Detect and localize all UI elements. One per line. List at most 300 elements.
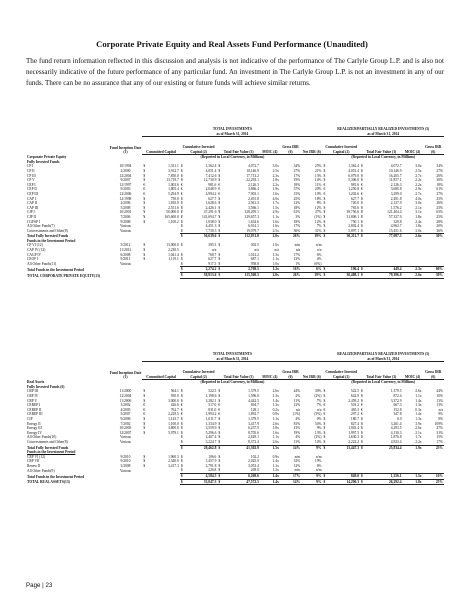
table-cell: n/a xyxy=(317,407,322,412)
subsection-investment-period: Funds in the Investment Period xyxy=(27,238,76,243)
table-cell: 6% xyxy=(316,463,322,468)
column-header: Fund Inception Date (1) xyxy=(109,145,142,155)
table-cell: 11/2000 xyxy=(119,389,132,394)
table-cell: € xyxy=(218,187,221,192)
table-cell: 8,705.6 xyxy=(248,430,259,435)
table-cell: 17,713.2 xyxy=(246,173,259,178)
table-cell: 4,051.4 xyxy=(348,168,360,173)
table-cell: 3.0x xyxy=(415,228,422,233)
table-cell: $ xyxy=(218,164,221,169)
table-cell: 1.1x xyxy=(272,416,279,421)
fund-name: CEREP III xyxy=(27,412,43,417)
table-cell: 14% xyxy=(314,178,322,183)
table-cell: ¥ xyxy=(143,214,146,219)
table-cell: 2.0x xyxy=(260,273,280,279)
table-cell: $ xyxy=(218,389,221,394)
table-cell: 3.0x xyxy=(272,164,279,169)
table-cell: 15,451.6 xyxy=(388,228,402,233)
table-cell: $ xyxy=(180,389,183,394)
table-cell: 7/2006 xyxy=(120,214,131,219)
table-cell: 6,237.9 xyxy=(248,426,259,431)
table-cell: 4/2005 xyxy=(120,407,131,412)
table-cell: 849.0 xyxy=(333,474,361,480)
table-cell: $ xyxy=(218,224,221,229)
table-cell: $ xyxy=(361,416,363,421)
table-cell: $ xyxy=(180,463,183,468)
table-cell: 13% xyxy=(293,439,301,444)
table-cell: 1.4x xyxy=(272,459,279,464)
table-cell: 2.6x xyxy=(403,234,423,239)
table-cell: 1.8x xyxy=(272,426,279,431)
table-cell: n/m xyxy=(294,468,301,473)
fund-name: Coinvestments and Other(8) xyxy=(27,440,68,445)
table-cell: $ xyxy=(218,178,221,183)
table-cell xyxy=(152,479,180,485)
table-cell: 2,222.2 xyxy=(348,439,360,444)
table-cell: $ xyxy=(323,178,326,183)
table-cell: 6,079.0 xyxy=(348,173,360,178)
table-cell: 13% xyxy=(293,426,301,431)
table-cell: 17% xyxy=(280,474,301,480)
table-cell: 27% xyxy=(436,191,443,196)
table-cell: $ xyxy=(180,243,183,248)
table-cell: 7,412.6 xyxy=(205,173,217,178)
table-cell: 1.4x xyxy=(260,474,280,480)
fund-name: Total Funds in the Investment Period xyxy=(27,267,85,272)
table-cell: (1%) xyxy=(314,214,322,219)
table-cell: 3,224.7 xyxy=(205,439,217,444)
table-cell: Various xyxy=(119,435,131,440)
fund-name: Total Fully Invested Funds xyxy=(27,234,69,239)
table-cell: 25% xyxy=(436,205,443,210)
table-cell: 19% xyxy=(314,459,322,464)
table-cell: 1,011.7 xyxy=(205,416,217,421)
table-cell: 1.5x xyxy=(260,445,280,450)
table-cell: 47,291.6 xyxy=(203,210,217,215)
table-cell: 1,945.4 xyxy=(348,426,360,431)
table-cell: 1.6x xyxy=(272,219,279,224)
column-header: Net IRR (6) xyxy=(302,374,321,379)
table-cell: 10,146.9 xyxy=(246,168,259,173)
table-cell: € xyxy=(180,407,183,412)
table-cell: 1,362.4 xyxy=(348,164,360,169)
table-cell: 9/2011 xyxy=(120,257,131,262)
table-cell: 627.7 xyxy=(208,257,217,262)
table-cell: 14% xyxy=(314,439,322,444)
table-cell: 1,892.7 xyxy=(248,412,259,417)
table-cell: n/m xyxy=(315,454,322,459)
table-cell: 26% xyxy=(280,273,301,279)
table-cell: 3/2002 xyxy=(120,403,131,408)
table-cell: 1,805.4 xyxy=(168,187,179,192)
table-cell: 9% xyxy=(301,479,322,485)
table-cell: $ xyxy=(180,479,190,485)
table-cell: ¥ xyxy=(361,210,363,215)
table-cell: 564.1 xyxy=(170,389,179,394)
table-cell: $ xyxy=(143,196,146,201)
table-cell: n/a xyxy=(211,248,217,253)
table-cell: 1.8x xyxy=(415,224,422,229)
table-cell: 4,923.4 xyxy=(390,439,402,444)
column-header: Cumulative Invested Capital (2) xyxy=(325,370,358,379)
table-cell: $ xyxy=(143,426,146,431)
table-cell: 17% xyxy=(293,224,301,229)
table-cell: 2,491.8 xyxy=(248,196,259,201)
table-cell: ¥ xyxy=(180,214,183,219)
table-cell: $ xyxy=(218,426,221,431)
table-cell: 4% xyxy=(295,435,301,440)
table-cell: € xyxy=(180,182,183,187)
table-cell: 12% xyxy=(314,219,322,224)
table-cell: 1.1x xyxy=(272,257,279,262)
table-cell: 31% xyxy=(436,430,443,435)
table-cell: 11,857.1 xyxy=(389,178,402,183)
table-cell: 31,806.1 xyxy=(346,214,360,219)
table-cell: 1,119.1 xyxy=(168,257,179,262)
table-cell: 2.0x xyxy=(260,234,280,239)
table-cell: 7/2002 xyxy=(120,421,131,426)
table-cell: 12/1997 xyxy=(119,182,132,187)
table-cell: 1.5x xyxy=(403,474,423,480)
column-header: Gross IRR (6) xyxy=(282,145,299,154)
table-cell: 14% xyxy=(280,445,301,450)
fund-name: CAP IV (12) xyxy=(27,248,46,253)
table-cell: 8,372.4 xyxy=(248,439,259,444)
table-cell: 16,265.7 xyxy=(388,173,402,178)
table-cell: 2.1x xyxy=(415,205,422,210)
column-header: Total Fair Value (3) xyxy=(366,149,397,154)
table-cell: 1,810.0 xyxy=(168,201,179,206)
table-cell: 17% xyxy=(293,252,301,257)
table-cell: $ xyxy=(180,445,190,450)
column-header: Total Fair Value (3) xyxy=(223,149,254,154)
table-cell: 30% xyxy=(314,389,322,394)
table-cell: 1,202.6 xyxy=(348,191,360,196)
table-cell: 1.2x xyxy=(260,267,280,273)
table-cell: 27% xyxy=(436,426,443,431)
table-cell: 2.2x xyxy=(415,439,422,444)
column-header: Committed Capital xyxy=(146,149,176,154)
fund-name: CEREP II xyxy=(27,407,42,412)
table-cell: € xyxy=(143,191,146,196)
column-header: Total Fair Value (3) xyxy=(366,374,397,379)
table-cell: $ xyxy=(180,430,183,435)
currency-note: (Reported in Local Currency, in Millions) xyxy=(142,380,322,385)
column-header: Cumulative Invested Capital (2) xyxy=(182,145,215,154)
table-cell: € xyxy=(180,412,183,417)
group-header-total: TOTAL INVESTMENTS xyxy=(212,352,252,356)
table-cell: 20% xyxy=(436,173,443,178)
table-cell: € xyxy=(143,182,146,187)
table-cell: 2.2x xyxy=(272,182,279,187)
table-cell: $ xyxy=(180,416,183,421)
table-cell: 522.5 xyxy=(350,389,360,394)
table-cell: 4,130.3 xyxy=(390,430,402,435)
table-cell: 1,379.5 xyxy=(390,389,402,394)
table-cell: $ xyxy=(180,435,183,440)
table-cell: ¥ xyxy=(361,214,363,219)
table-cell: 1,003.6 xyxy=(168,182,179,187)
table-cell: 121,404.4 xyxy=(387,210,402,215)
table-cell: $ xyxy=(143,248,146,253)
group-header-realized: REALIZED/PARTIALLY REALIZED INVESTMENTS (5) xyxy=(337,127,430,131)
table-cell: 58,913.6 xyxy=(190,273,218,279)
table-cell: n/m xyxy=(315,243,322,248)
table-cell: € xyxy=(361,407,363,412)
table-cell: 10% xyxy=(436,393,443,398)
column-header: Fund Inception Date (1) xyxy=(109,370,142,380)
table-cell: 1,630.3 xyxy=(348,435,360,440)
table-cell: 112,931.8 xyxy=(227,234,260,239)
table-cell: $ xyxy=(180,164,183,169)
table-cell: 9% xyxy=(438,412,443,417)
table-cell: $ xyxy=(361,201,363,206)
table-cell: $ xyxy=(361,164,363,169)
table-cell: 65% xyxy=(436,210,443,215)
table-cell: 3,299.0 xyxy=(390,191,402,196)
table-cell: 6% xyxy=(301,267,322,273)
table-cell: 2,459.2 xyxy=(348,398,360,403)
table-cell: Various xyxy=(119,262,131,267)
table-cell: 13,000.0 xyxy=(166,243,179,248)
table-cell: 10,146.9 xyxy=(388,168,402,173)
table-cell: 18% xyxy=(293,182,301,187)
table-cell: (5%) xyxy=(314,412,322,417)
table-cell: 31% xyxy=(314,228,322,233)
table-cell: 13% xyxy=(436,403,443,408)
table-cell: 77,097.3 xyxy=(370,234,403,239)
page-footer: Page | 23 xyxy=(26,582,53,589)
table-cell: $ xyxy=(360,479,370,485)
table-cell: 827.4 xyxy=(350,421,360,426)
table-cell: $ xyxy=(361,196,363,201)
table-cell: 60% xyxy=(423,267,444,273)
table-cell: 4,072.7 xyxy=(390,164,402,169)
table-cell: 13,719.7 xyxy=(166,178,179,183)
table-cell: 10/2001 xyxy=(119,210,132,215)
table-cell: n/a xyxy=(438,407,443,412)
table-cell: $ xyxy=(180,474,190,480)
table-cell: 5/2007 xyxy=(120,412,131,417)
table-cell: 950.0 xyxy=(170,393,179,398)
table-cell: 1,100.2 xyxy=(168,219,179,224)
fund-name: Energy II xyxy=(27,421,41,426)
table-cell: 28,462.8 xyxy=(190,445,218,450)
table-cell: 34% xyxy=(293,164,301,169)
fund-name: CJP I xyxy=(27,210,35,215)
table-cell: 2.3x xyxy=(403,267,423,273)
table-cell: $ xyxy=(180,398,183,403)
grand-total-row xyxy=(26,479,444,485)
table-cell: 2.6x xyxy=(415,389,422,394)
fund-name: TOTAL REAL ASSETS(13) xyxy=(27,480,70,485)
table-cell: 5/2012 xyxy=(120,243,131,248)
fund-name: CAP II xyxy=(27,201,38,206)
table-cell: 2.7x xyxy=(415,191,422,196)
table-cell: $ xyxy=(218,468,221,473)
table-cell: 18% xyxy=(293,219,301,224)
table-cell: 1.4x xyxy=(260,479,280,485)
table-cell: 27% xyxy=(436,168,443,173)
table-cell: $ xyxy=(323,234,333,239)
table-cell: n/m xyxy=(294,243,301,248)
table-cell: 1.3x xyxy=(415,416,422,421)
table-cell: 2,340.0 xyxy=(168,459,179,464)
group-header-realized: REALIZED/PARTIALLY REALIZED INVESTMENTS (5) xyxy=(337,352,430,356)
table-cell: 627.7 xyxy=(208,196,217,201)
table-cell: $ xyxy=(143,257,146,262)
table-cell: 19% xyxy=(301,273,322,279)
table-cell: 2% xyxy=(295,393,301,398)
table-cell: 2,274.2 xyxy=(190,267,218,273)
table-cell: $ xyxy=(361,224,363,229)
fund-name: CRP III xyxy=(27,389,39,394)
column-header: MOIC (4) xyxy=(404,149,421,154)
table-cell: 129,657.3 xyxy=(244,214,259,219)
table-cell: $ xyxy=(323,173,326,178)
fund-name: All Other Funds(9) xyxy=(27,468,55,473)
column-header: MOIC (4) xyxy=(404,374,421,379)
table-cell: 13,447.3 xyxy=(333,445,361,450)
table-cell: $ xyxy=(180,426,183,431)
table-cell: 13% xyxy=(436,398,443,403)
table-cell: $ xyxy=(361,435,363,440)
table-cell: 14% xyxy=(280,479,301,485)
table-cell: $ xyxy=(323,435,326,440)
fund-name: CEOF I xyxy=(27,257,39,262)
fund-name: CRP VII xyxy=(27,459,40,464)
table-cell: 4,994.2 xyxy=(205,191,217,196)
table-cell: 3% xyxy=(295,214,301,219)
table-cell: n/a xyxy=(274,248,279,253)
subsection-investment-period: Funds in the Investment Period xyxy=(27,450,76,455)
table-cell: 1.7x xyxy=(415,435,422,440)
table-cell: 13% xyxy=(293,257,301,262)
fund-name: All Other Funds(11) xyxy=(27,262,57,267)
table-cell: 2,048.9 xyxy=(205,187,217,192)
table-cell: 981.6 xyxy=(208,182,217,187)
table-cell: 1.6x xyxy=(272,224,279,229)
table-cell: 269.0 xyxy=(250,468,259,473)
table-cell: 4,072.7 xyxy=(248,164,259,169)
table-cell: € xyxy=(361,182,363,187)
table-cell: 152.8 xyxy=(393,407,402,412)
currency-note: (Reported in Local Currency, in Millions) xyxy=(323,380,445,385)
table-cell: 54% xyxy=(314,421,322,426)
table-cell: 12% xyxy=(314,205,322,210)
table-cell: 2,025.0 xyxy=(248,459,259,464)
table-cell: $ xyxy=(323,416,326,421)
table-cell: 1,334.9 xyxy=(205,421,217,426)
fund-name: CP I xyxy=(27,164,34,169)
table-cell: 2,629.1 xyxy=(248,435,259,440)
table-cell: 297.2 xyxy=(350,412,360,417)
table-cell: 762.7 xyxy=(170,407,179,412)
table-cell: 302.5 xyxy=(250,243,259,248)
table-cell: $ xyxy=(217,234,227,239)
table-cell: ¥ xyxy=(180,210,183,215)
table-cell: $ xyxy=(361,389,363,394)
table-cell: $ xyxy=(180,228,183,233)
table-cell: € xyxy=(323,182,326,187)
table-cell: € xyxy=(143,403,146,408)
table-cell: 0.9x xyxy=(272,454,279,459)
table-cell: € xyxy=(361,412,363,417)
table-cell: ¥ xyxy=(323,210,326,215)
table-cell: 1,596.0 xyxy=(248,393,259,398)
table-cell: $ xyxy=(360,445,370,450)
table-cell: $ xyxy=(360,267,370,273)
table-cell: 18% xyxy=(436,182,443,187)
table-cell: 11/2006 xyxy=(119,398,132,403)
table-cell: $ xyxy=(218,430,221,435)
table-cell: 2/2006 xyxy=(120,201,131,206)
table-cell: 0% xyxy=(316,416,322,421)
table-cell: $ xyxy=(180,234,190,239)
table-cell: 19% xyxy=(301,234,322,239)
table-cell: 12/2007 xyxy=(119,430,132,435)
table-cell: 226.8 xyxy=(208,468,217,473)
table-cell: 3,559.9 xyxy=(205,426,217,431)
table-cell: 7% xyxy=(316,224,322,229)
table-cell: $ xyxy=(180,468,183,473)
table-cell: 25% xyxy=(436,196,443,201)
table-cell: € xyxy=(323,412,326,417)
table-cell: $ xyxy=(180,168,183,173)
table-cell: 19,079.7 xyxy=(246,228,259,233)
table-cell: 25% xyxy=(436,214,443,219)
table-cell: $ xyxy=(323,445,333,450)
table-cell: 2.1x xyxy=(415,430,422,435)
table-cell: 1.8x xyxy=(403,479,423,485)
table-cell: 2,126.3 xyxy=(390,182,402,187)
table-cell: 12% xyxy=(293,201,301,206)
table-cell: 106.6 xyxy=(208,454,217,459)
table-cell: 2.5x xyxy=(272,228,279,233)
table-cell: 981.6 xyxy=(350,182,360,187)
table-cell: 20% xyxy=(314,187,322,192)
table-cell: 395.3 xyxy=(208,243,217,248)
table-cell: $ xyxy=(218,454,221,459)
table-cell: $ xyxy=(218,219,221,224)
table-cell: 5,979.1 xyxy=(168,430,179,435)
table-cell: 3,680.8 xyxy=(390,187,402,192)
table-cell: 522.5 xyxy=(208,389,217,394)
table-cell: € xyxy=(361,191,363,196)
table-cell: 32% xyxy=(293,459,301,464)
table-cell: 12% xyxy=(293,463,301,468)
table-cell: 7,850.0 xyxy=(168,173,179,178)
table-cell: ¥ xyxy=(218,214,221,219)
table-cell: 12/2004 xyxy=(119,393,132,398)
table-cell: 44% xyxy=(436,389,443,394)
table-cell: 1.6x xyxy=(272,191,279,196)
table-cell: Various xyxy=(119,440,131,445)
fund-name: CAP I xyxy=(27,196,36,201)
table-cell: 2.6x xyxy=(272,389,279,394)
fund-name: CP V xyxy=(27,178,35,183)
table-cell: € xyxy=(323,187,326,192)
table-cell: Various xyxy=(119,224,131,229)
table-cell: 34% xyxy=(436,164,443,169)
table-cell: 9/2007 xyxy=(120,178,131,183)
table-cell: 2.9x xyxy=(272,210,279,215)
table-cell: 3/2008 xyxy=(120,463,131,468)
table-cell: 3.1x xyxy=(415,210,422,215)
real-assets-performance-table xyxy=(26,352,444,485)
table-cell: 831.0 xyxy=(208,407,217,412)
fund-name: CRP VI (12) xyxy=(27,454,46,459)
